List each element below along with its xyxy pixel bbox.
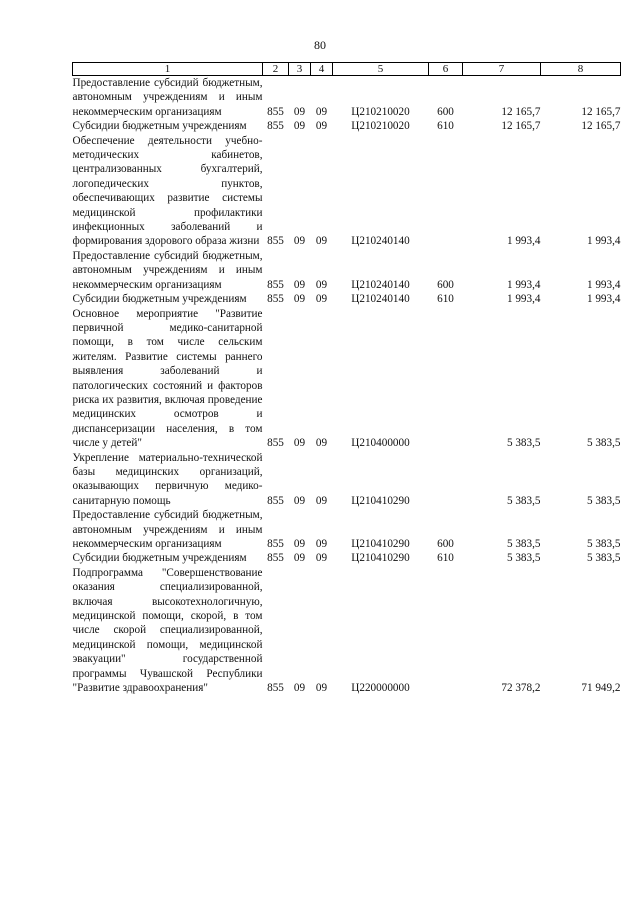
- amount-col-7: 1 993,4: [506, 293, 541, 306]
- section-code: 09: [293, 437, 306, 450]
- amount-col-8: 12 165,7: [581, 105, 621, 118]
- subsection-code: 09: [315, 235, 328, 248]
- row-name: Предоставление субсидий бюджетным, автономным учреждениям и иным некоммерческим организациям: [72, 249, 263, 291]
- row-name: Предоставление субсидий бюджетным, автономным учреждениям и иным некоммерческим организациям: [72, 509, 263, 550]
- section-code: 09: [293, 235, 306, 248]
- target-article-code: Ц210240140: [351, 278, 410, 291]
- table-row: [73, 249, 621, 292]
- section-code: 09: [293, 105, 306, 118]
- row-name: Субсидии бюджетным учреждениям: [72, 293, 247, 306]
- amount-col-8: 5 383,5: [586, 552, 621, 565]
- amount-col-8: 12 165,7: [581, 120, 621, 133]
- ved-code: 855: [267, 293, 284, 306]
- expense-type-code: 600: [437, 278, 454, 291]
- subsection-code: 09: [315, 552, 328, 565]
- target-article-code: Ц210400000: [351, 437, 410, 450]
- section-code: 09: [293, 120, 306, 133]
- table-row: [73, 307, 621, 451]
- table-row: [73, 451, 621, 509]
- subsection-code: 09: [315, 105, 328, 118]
- amount-col-7: 12 165,7: [501, 120, 541, 133]
- ved-code: 855: [267, 278, 284, 291]
- target-article-code: Ц210210020: [351, 120, 410, 133]
- section-code: 09: [293, 494, 306, 507]
- row-name: Субсидии бюджетным учреждениям: [72, 120, 247, 133]
- amount-col-8: 1 993,4: [586, 293, 621, 306]
- table-row: [73, 76, 621, 120]
- page-number: 80: [314, 38, 326, 52]
- table-row: [73, 551, 621, 565]
- row-name: Обеспечение деятельности учебно-методических кабинетов, централизованных бухгалтерий, логопедических пунктов, обеспечивающих развитие системы медицинской профилактики инфекционных заболеваний и формирования здорового образа жизни: [72, 134, 263, 248]
- expense-type-code: 600: [437, 105, 454, 118]
- section-code: 09: [293, 278, 306, 291]
- budget-table: [72, 62, 621, 695]
- subsection-code: 09: [315, 293, 328, 306]
- ved-code: 855: [267, 538, 284, 550]
- target-article-code: Ц210240140: [351, 235, 410, 248]
- expense-type-code: [429, 307, 463, 451]
- header-col-5: 5: [333, 63, 429, 76]
- header-col-2: 2: [263, 63, 289, 76]
- expense-type-code: [429, 566, 463, 696]
- amount-col-7: 5 383,5: [506, 494, 541, 507]
- amount-col-7: 5 383,5: [506, 437, 541, 450]
- target-article-code: Ц210240140: [351, 293, 410, 306]
- expense-type-code: 610: [437, 293, 454, 306]
- header-col-1: 1: [73, 63, 263, 76]
- header-col-4: 4: [311, 63, 333, 76]
- ved-code: 855: [267, 437, 284, 450]
- target-article-code: Ц210410290: [351, 494, 410, 507]
- section-code: 09: [293, 538, 306, 550]
- table-body: [73, 76, 621, 696]
- header-col-7: 7: [463, 63, 541, 76]
- expense-type-code: 610: [437, 552, 454, 565]
- amount-col-7: 1 993,4: [506, 278, 541, 291]
- amount-col-7: 5 383,5: [506, 538, 541, 550]
- subsection-code: 09: [315, 538, 328, 550]
- header-col-6: 6: [429, 63, 463, 76]
- table-row: [73, 508, 621, 551]
- amount-col-8: 5 383,5: [586, 538, 621, 550]
- amount-col-7: 1 993,4: [506, 235, 541, 248]
- target-article-code: Ц210410290: [351, 538, 410, 550]
- row-name: Предоставление субсидий бюджетным, автономным учреждениям и иным некоммерческим организациям: [72, 77, 263, 118]
- amount-col-7: 72 378,2: [501, 682, 541, 695]
- subsection-code: 09: [315, 437, 328, 450]
- row-name: Основное мероприятие "Развитие первичной медико-санитарной помощи, в том числе сельским жителям. Развитие системы раннего выявления заболеваний и патологических состояний и факторов риска их развития, включая проведение медицинских осмотров и диспансеризации населения, в том числе у детей": [72, 307, 263, 450]
- amount-col-7: 5 383,5: [506, 552, 541, 565]
- table-row: [73, 134, 621, 249]
- ved-code: 855: [267, 235, 284, 248]
- expense-type-code: 600: [437, 538, 454, 550]
- ved-code: 855: [267, 105, 284, 118]
- expense-type-code: [429, 451, 463, 509]
- table-row: [73, 566, 621, 696]
- subsection-code: 09: [315, 682, 328, 695]
- subsection-code: 09: [315, 494, 328, 507]
- subsection-code: 09: [315, 120, 328, 133]
- header-col-3: 3: [289, 63, 311, 76]
- section-code: 09: [293, 552, 306, 565]
- amount-col-8: 5 383,5: [586, 437, 621, 450]
- header-col-8: 8: [541, 63, 621, 76]
- subsection-code: 09: [315, 278, 328, 291]
- table-row: [73, 292, 621, 306]
- section-code: 09: [293, 293, 306, 306]
- amount-col-8: 5 383,5: [586, 494, 621, 507]
- amount-col-8: 1 993,4: [586, 278, 621, 291]
- amount-col-8: 1 993,4: [586, 235, 621, 248]
- target-article-code: Ц210410290: [351, 552, 410, 565]
- target-article-code: Ц210210020: [351, 105, 410, 118]
- ved-code: 855: [267, 494, 284, 507]
- ved-code: 855: [267, 682, 284, 695]
- target-article-code: Ц220000000: [351, 682, 410, 695]
- amount-col-8: 71 949,2: [581, 682, 621, 695]
- ved-code: 855: [267, 120, 284, 133]
- section-code: 09: [293, 682, 306, 695]
- table-row: [73, 119, 621, 133]
- amount-col-7: 12 165,7: [501, 105, 541, 118]
- expense-type-code: 610: [437, 120, 454, 133]
- row-name: Субсидии бюджетным учреждениям: [72, 552, 247, 565]
- ved-code: 855: [267, 552, 284, 565]
- expense-type-code: [429, 134, 463, 249]
- header-row: [73, 63, 621, 76]
- row-name: Укрепление материально-технической базы медицинских организаций, оказывающих первичную медико-санитарную помощь: [72, 451, 263, 507]
- row-name: Подпрограмма "Совершенствование оказания специализированной, включая высокотехнологичную, медицинской помощи, скорой, в том числе скорой специализированной, медицинской помощи, медицинской эвакуации" государственной программы Чувашской Республики "Развитие здравоохранения": [72, 566, 263, 695]
